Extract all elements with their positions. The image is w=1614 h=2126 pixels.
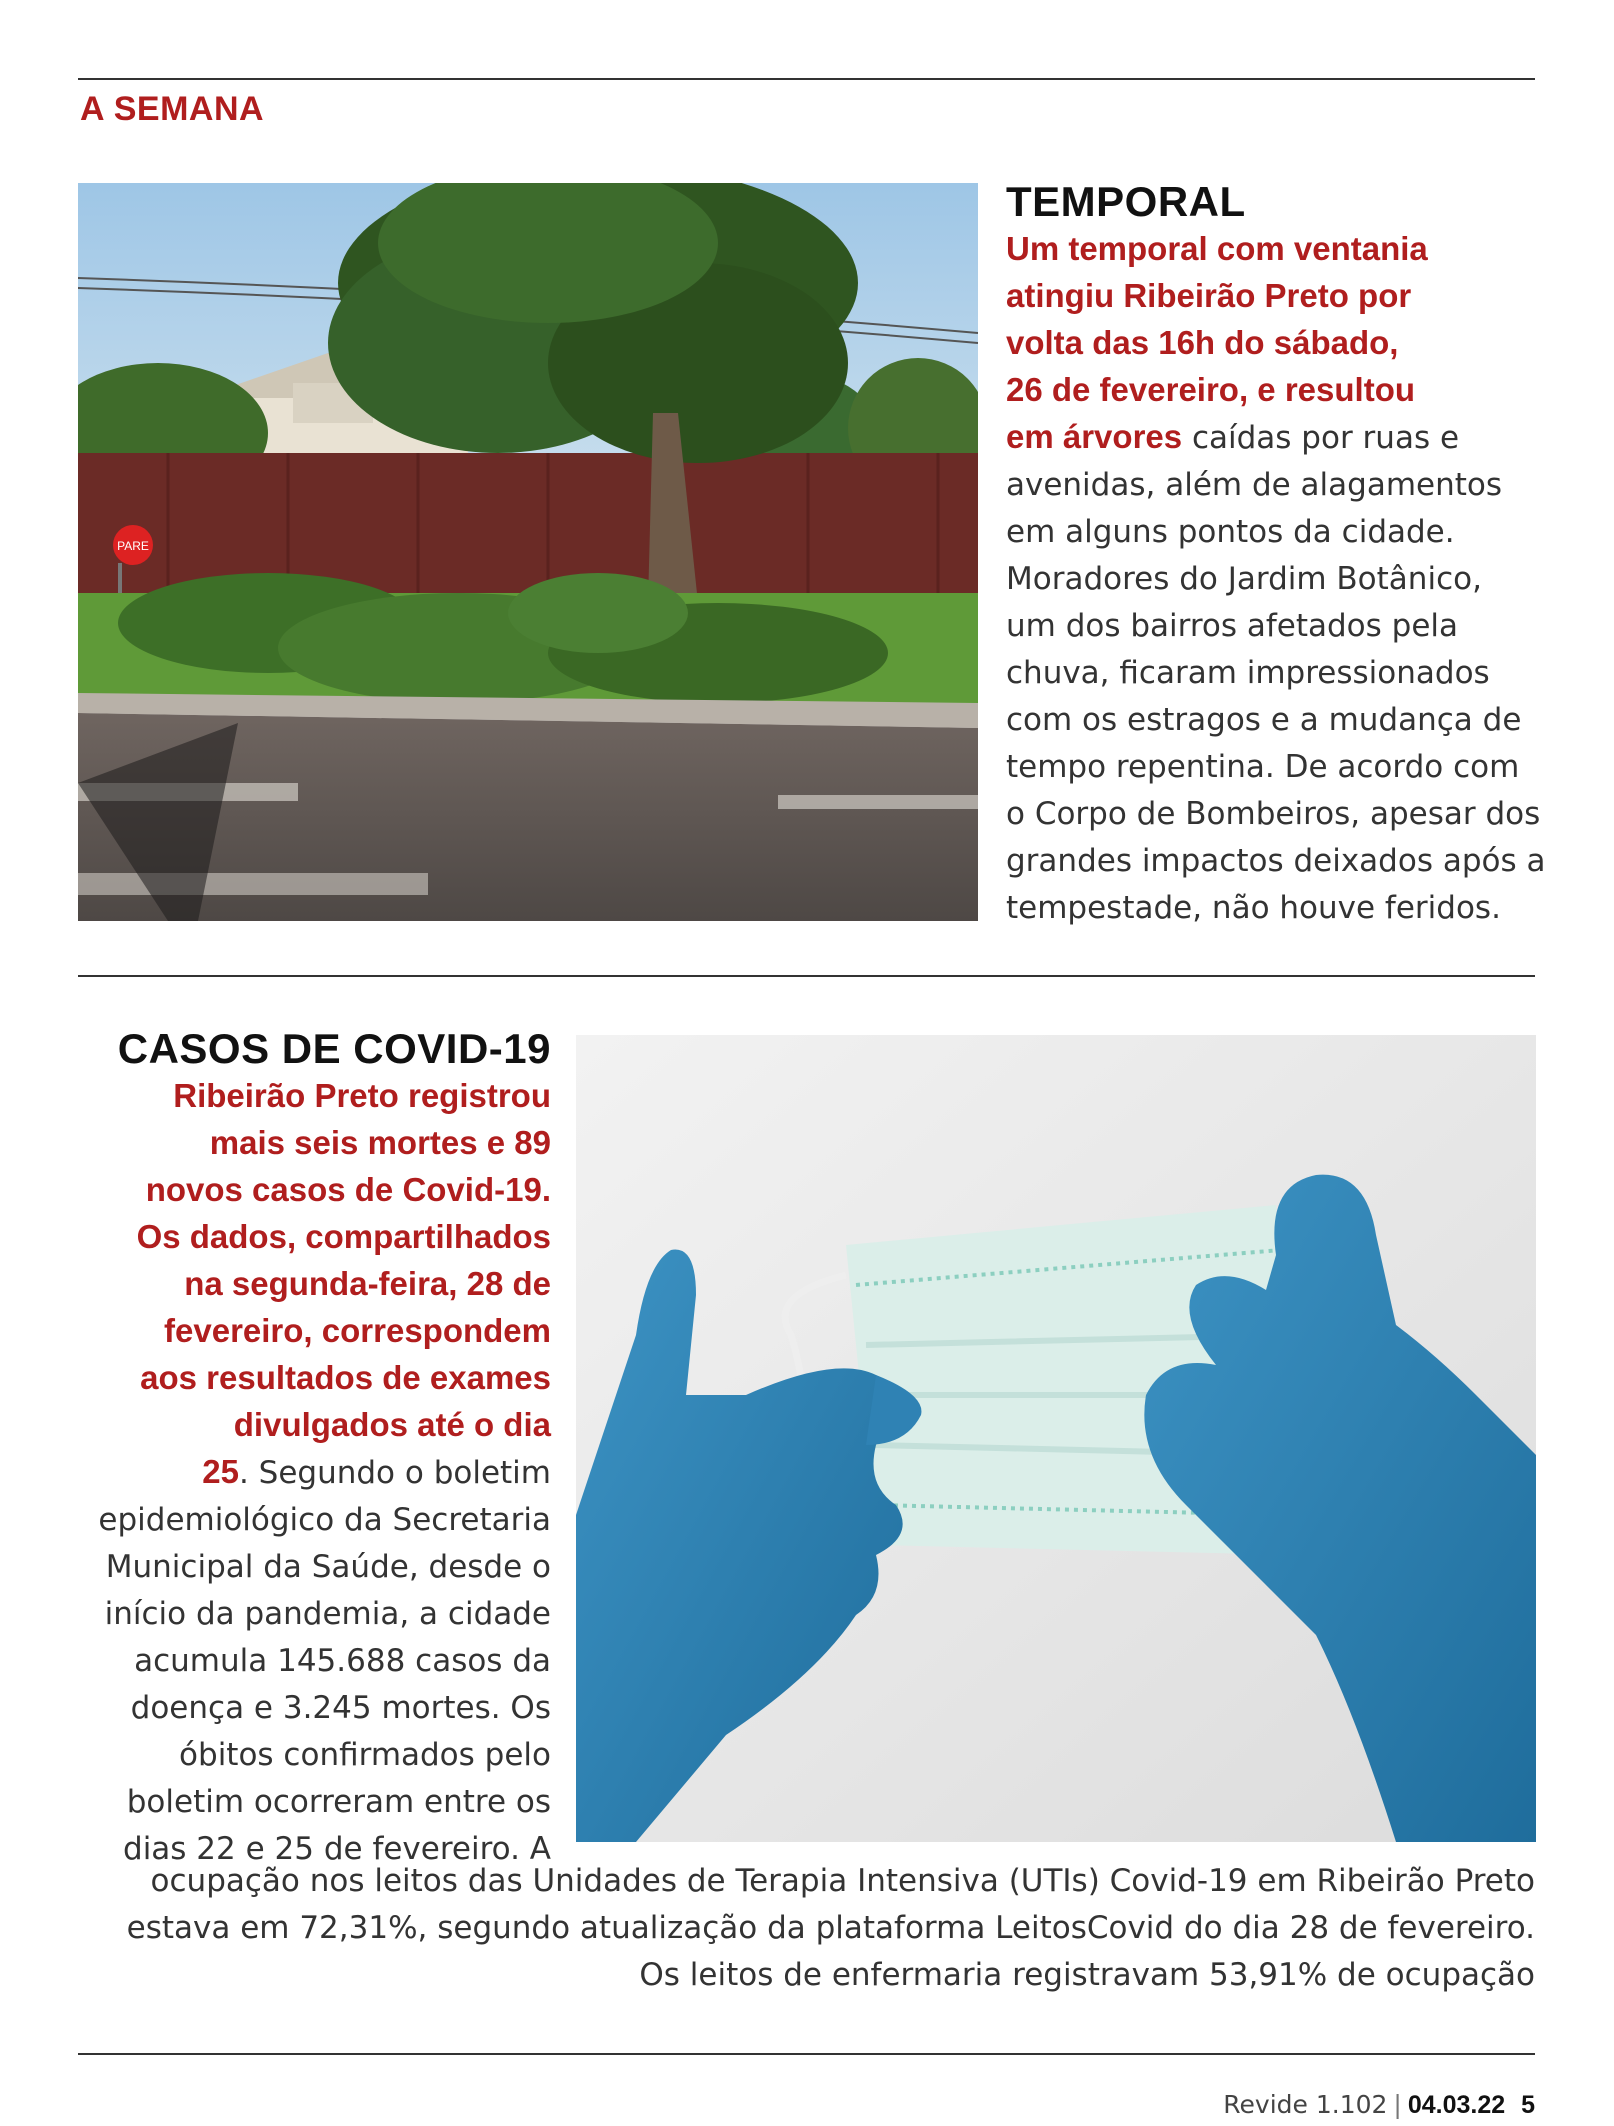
covid-lead-line: divulgados até o dia (233, 1406, 551, 1443)
page-footer (1223, 2090, 1535, 2120)
covid-lead-line: Os dados, compartilhados (136, 1218, 551, 1255)
covid-line: dias 22 e 25 de fevereiro. A (123, 1831, 551, 1867)
temporal-mixed-line (1006, 413, 1546, 462)
covid-lead-last: 25 (202, 1453, 239, 1490)
covid-wide-text (80, 1858, 1535, 1999)
covid-rest-first: . Segundo o boletim (238, 1455, 551, 1491)
covid-line: epidemiológico da Secretaria (98, 1502, 551, 1538)
covid-wide-line: estava em 72,31%, segundo atualização da plataforma LeitosCovid do dia 28 de fevereiro. (126, 1910, 1535, 1946)
covid-lead-line: novos casos de Covid-19. (145, 1171, 551, 1208)
stop-sign-text: PARE (117, 539, 149, 553)
covid-body (60, 1072, 551, 1873)
covid-line: início da pandemia, a cidade (104, 1596, 551, 1632)
covid-line: doença e 3.245 mortes. Os (130, 1690, 551, 1726)
temporal-line: Moradores do Jardim Botânico, (1006, 561, 1482, 597)
covid-wide-line: ocupação nos leitos das Unidades de Terapia Intensiva (UTIs) Covid-19 em Ribeirão Preto (150, 1863, 1535, 1899)
middle-rule (78, 975, 1535, 977)
temporal-line: o Corpo de Bombeiros, apesar dos (1006, 796, 1541, 832)
covid-wide-line: Os leitos de enfermaria registravam 53,91% de ocupação (639, 1957, 1535, 1993)
covid-lead-line: fevereiro, correspondem (164, 1312, 551, 1349)
temporal-heading: TEMPORAL (1006, 178, 1246, 225)
top-rule (78, 78, 1535, 80)
temporal-lead-line: atingiu Ribeirão Preto por (1006, 277, 1412, 314)
covid-lead-line: na segunda-feira, 28 de (184, 1265, 551, 1302)
covid-lead-line: aos resultados de exames (140, 1359, 551, 1396)
temporal-lead-line: volta das 16h do sábado, (1006, 324, 1399, 361)
covid-lead-line: mais seis mortes e 89 (209, 1124, 551, 1161)
covid-line: boletim ocorreram entre os (126, 1784, 551, 1820)
temporal-line: um dos bairros afetados pela (1006, 608, 1459, 644)
temporal-lead-last: em árvores (1006, 418, 1183, 455)
temporal-lead-line: Um temporal com ventania (1006, 230, 1428, 267)
storm-photo (78, 183, 978, 921)
covid-heading: CASOS DE COVID-19 (117, 1025, 551, 1072)
publication-name: Revide 1.102 (1223, 2090, 1388, 2119)
temporal-line: em alguns pontos da cidade. (1006, 514, 1455, 550)
section-label: A SEMANA (80, 90, 265, 128)
issue-date: 04.03.22 (1407, 2091, 1506, 2119)
temporal-line: grandes impactos deixados após a (1006, 843, 1546, 879)
temporal-rest-first: caídas por ruas e (1182, 420, 1460, 456)
page-number: 5 (1521, 2091, 1535, 2119)
covid-line: óbitos confirmados pelo (179, 1737, 551, 1773)
temporal-line: tempo repentina. De acordo com (1006, 749, 1520, 785)
covid-line: acumula 145.688 casos da (134, 1643, 551, 1679)
temporal-body (1006, 225, 1546, 932)
temporal-line: com os estragos e a mudança de (1006, 702, 1522, 738)
temporal-line: tempestade, não houve feridos. (1006, 890, 1501, 926)
temporal-lead-line: 26 de fevereiro, e resultou (1006, 371, 1416, 408)
footer-separator: | (1393, 2090, 1402, 2119)
temporal-line: avenidas, além de alagamentos (1006, 467, 1503, 503)
covid-line: Municipal da Saúde, desde o (105, 1549, 551, 1585)
covid-mixed-line (60, 1448, 551, 1497)
bottom-rule (78, 2053, 1535, 2055)
temporal-line: chuva, ficaram impressionados (1006, 655, 1490, 691)
mask-photo (576, 1035, 1536, 1842)
covid-lead-line: Ribeirão Preto registrou (173, 1077, 551, 1114)
